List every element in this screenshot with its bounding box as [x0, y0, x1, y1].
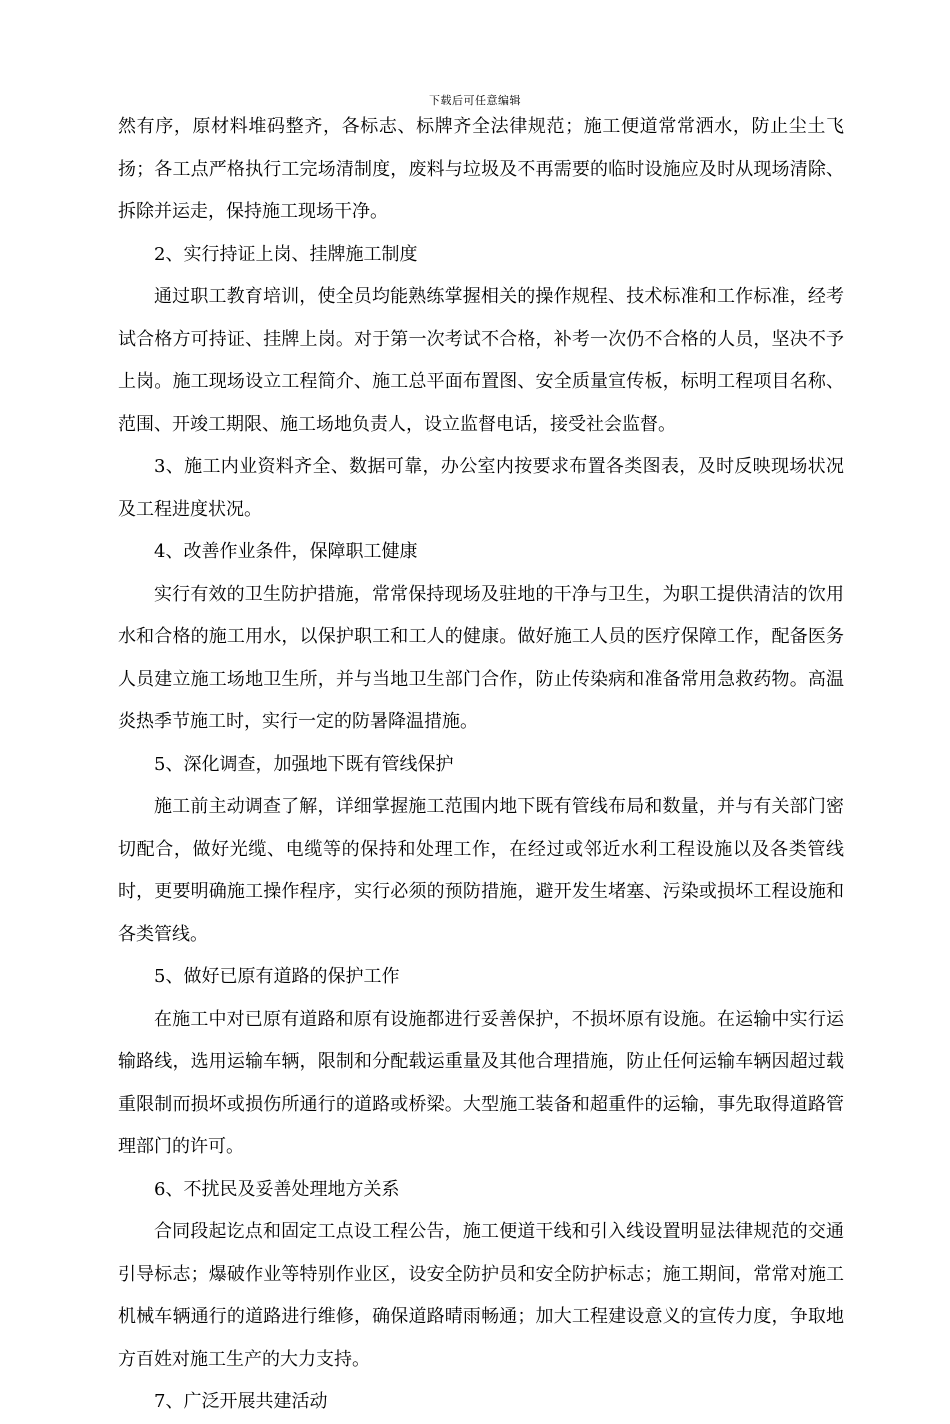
header-note: 下载后可任意编辑 — [429, 94, 521, 107]
section-heading-6: 6、不扰民及妥善处理地方关系 — [154, 1178, 400, 1200]
section-heading-5a: 5、深化调查，加强地下既有管线保护 — [154, 753, 454, 775]
section-heading-5b: 5、做好已原有道路的保护工作 — [154, 966, 400, 987]
section-heading-7: 7、广泛开展共建活动 — [154, 1391, 328, 1412]
paragraph: 实行有效的卫生防护措施，常常保持现场及驻地的干净与卫生，为职工提供清洁的饮用水和合格的施工用水，以保护职工和工人的健康。做好施工人员的医疗保障工作，配备医务人员建立施工场地卫生所，并与当地卫生部门合作，防止传染病和准备常用急救药物。高温炎热季节施工时，实行一定的防暑降温措施。 — [118, 583, 844, 732]
paragraph: 在施工中对已原有道路和原有设施都进行妥善保护，不损坏原有设施。在运输中实行运输路线，选用运输车辆，限制和分配载运重量及其他合理措施，防止任何运输车辆因超过载重限制而损坏或损伤所通行的道路或桥梁。大型施工装备和超重件的运输，事先取得道路管理部门的许可。 — [118, 1008, 844, 1157]
paragraph: 施工前主动调查了解，详细掌握施工范围内地下既有管线布局和数量，并与有关部门密切配合，做好光缆、电缆等的保持和处理工作，在经过或邻近水利工程设施以及各类管线时，更要明确施工操作程序，实行必须的预防措施，避开发生堵塞、污染或损坏工程设施和各类管线。 — [118, 796, 844, 945]
section-heading-2: 2、实行持证上岗、挂牌施工制度 — [154, 243, 418, 265]
document-body — [118, 106, 844, 1424]
paragraph: 通过职工教育培训，使全员均能熟练掌握相关的操作规程、技术标准和工作标准，经考试合格方可持证、挂牌上岗。对于第一次考试不合格，补考一次仍不合格的人员，坚决不予上岗。施工现场设立工程简介、施工总平面布置图、安全质量宣传板，标明工程项目名称、范围、开竣工期限、施工场地负责人，设立监督电话，接受社会监督。 — [118, 286, 844, 435]
paragraph: 合同段起讫点和固定工点设工程公告，施工便道干线和引入线设置明显法律规范的交通引导标志；爆破作业等特别作业区，设安全防护员和安全防护标志；施工期间，常常对施工机械车辆通行的道路进行维修，确保道路晴雨畅通；加大工程建设意义的宣传力度，争取地方百姓对施工生产的大力支持。 — [118, 1221, 844, 1370]
paragraph-continuation: 然有序，原材料堆码整齐，各标志、标牌齐全法律规范；施工便道常常洒水，防止尘土飞扬；各工点严格执行工完场清制度，废料与垃圾及不再需要的临时设施应及时从现场清除、拆除并运走，保持施工现场干净。 — [118, 116, 844, 222]
section-heading-4: 4、改善作业条件，保障职工健康 — [154, 541, 418, 562]
section-heading-3: 3、施工内业资料齐全、数据可靠，办公室内按要求布置各类图表，及时反映现场状况及工程进度状况。 — [118, 456, 844, 520]
